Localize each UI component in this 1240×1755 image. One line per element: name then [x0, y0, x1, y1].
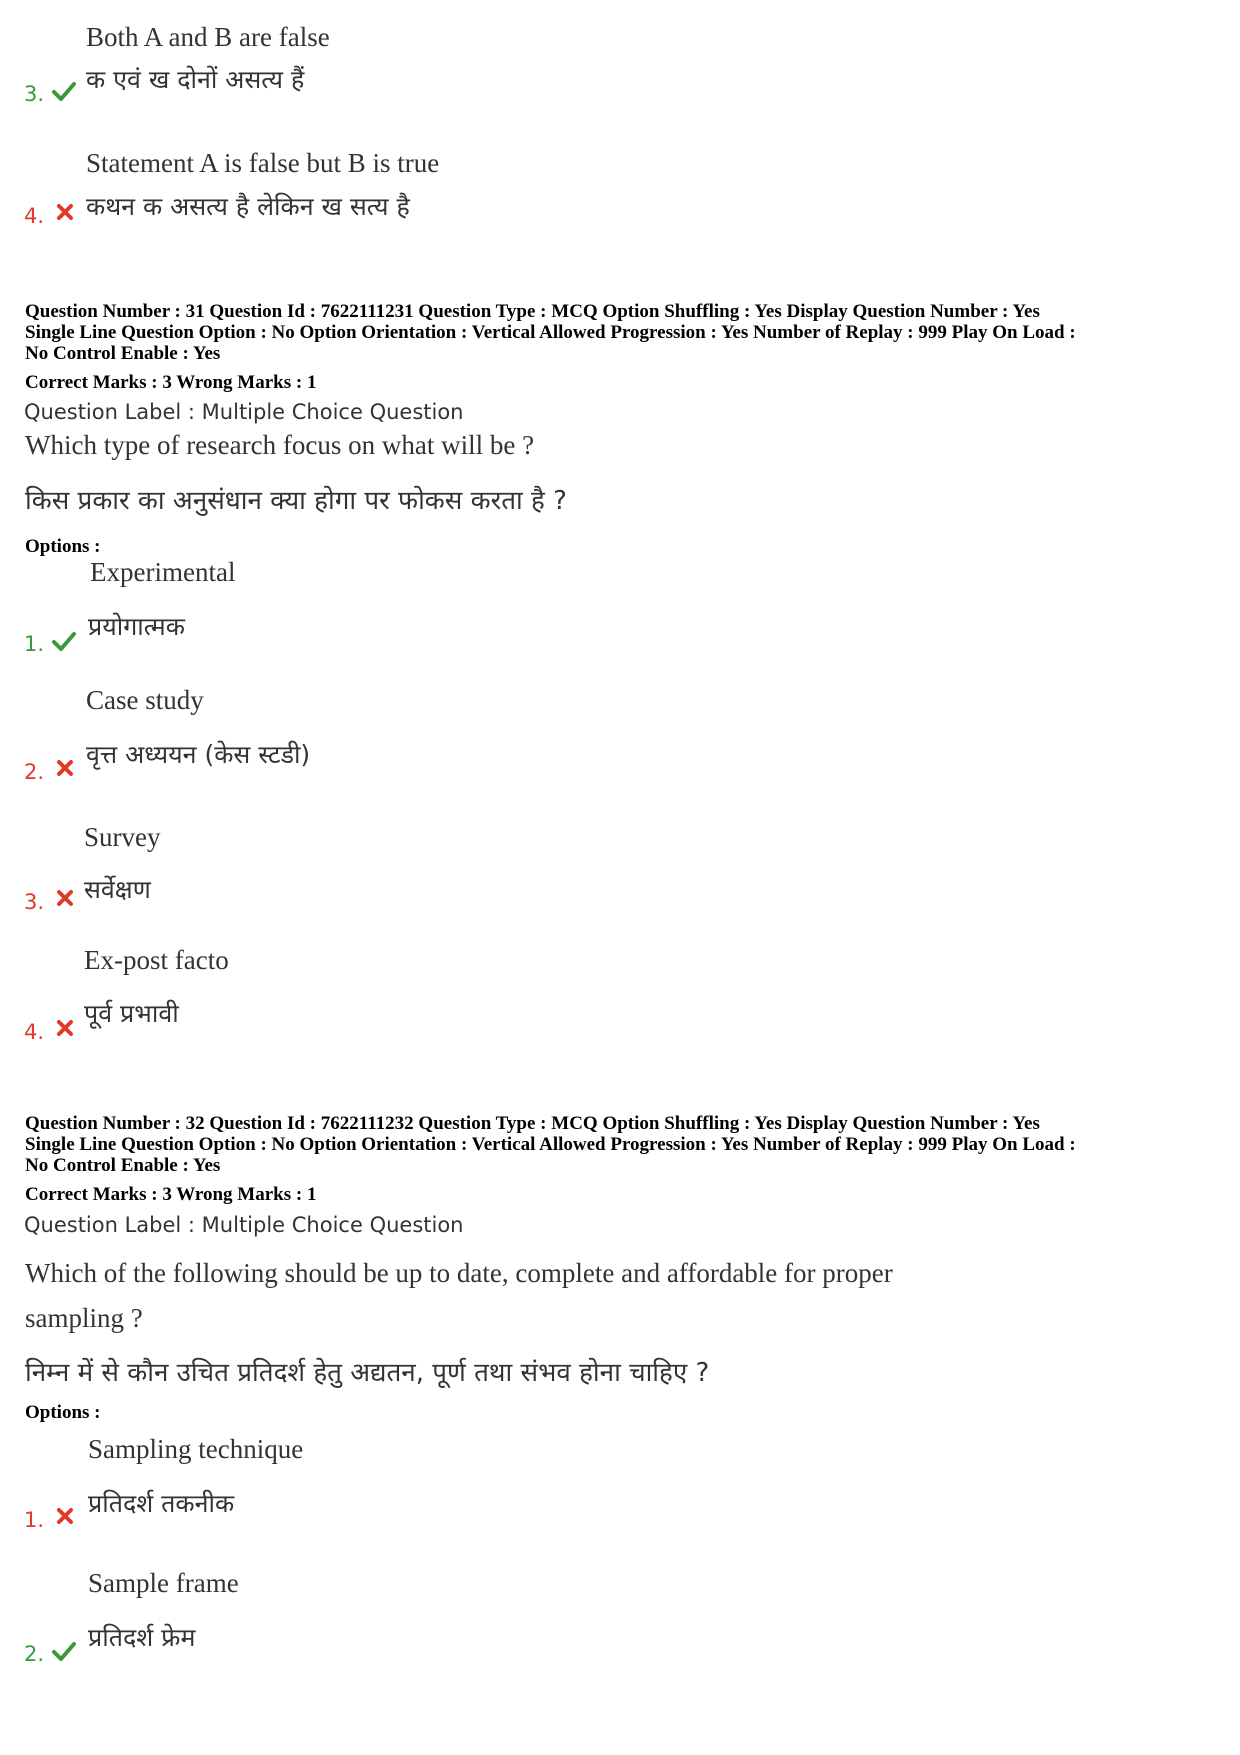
check-icon: [52, 80, 76, 102]
option-english-text: Sample frame: [88, 1568, 239, 1598]
option-english-text: Sampling technique: [88, 1434, 304, 1464]
option-number: 1.: [24, 632, 45, 656]
options-heading: Options :: [25, 1402, 101, 1423]
cross-icon: [54, 202, 78, 224]
question-text-hindi: किस प्रकार का अनुसंधान क्या होगा पर फोकस करता है ?: [25, 486, 567, 516]
option-english-text: Survey: [84, 822, 161, 852]
option-english-text: Case study: [86, 685, 204, 715]
option-number: 4.: [24, 204, 45, 228]
marks-info: Correct Marks : 3 Wrong Marks : 1: [25, 1184, 317, 1205]
option-hindi-text: कथन क असत्य है लेकिन ख सत्य है: [86, 192, 410, 221]
question-label: Question Label : Multiple Choice Question: [24, 1213, 464, 1237]
question-text-english: sampling ?: [25, 1303, 143, 1333]
option-hindi-text: प्रयोगात्मक: [88, 612, 185, 641]
question-text-english: Which type of research focus on what will be ?: [25, 430, 535, 460]
option-number: 2.: [24, 1642, 45, 1666]
option-hindi-text: सर्वेक्षण: [84, 875, 151, 904]
option-number: 2.: [24, 760, 45, 784]
cross-icon: [54, 1018, 78, 1040]
option-english-text: Statement A is false but B is true: [86, 148, 440, 178]
option-number: 3.: [24, 890, 45, 914]
option-english-text: Ex-post facto: [84, 945, 229, 975]
option-number: 1.: [24, 1508, 45, 1532]
marks-info: Correct Marks : 3 Wrong Marks : 1: [25, 372, 317, 393]
options-heading: Options :: [25, 536, 101, 557]
question-text-hindi: निम्न में से कौन उचित प्रतिदर्श हेतु अद्यतन, पूर्ण तथा संभव होना चाहिए ?: [25, 1358, 710, 1388]
cross-icon: [54, 888, 78, 910]
cross-icon: [54, 1506, 78, 1528]
option-hindi-text: प्रतिदर्श फ्रेम: [88, 1623, 196, 1652]
question-meta-line: No Control Enable : Yes: [25, 1155, 221, 1176]
option-english-text: Experimental: [90, 557, 236, 587]
option-number: 4.: [24, 1020, 45, 1044]
cross-icon: [54, 758, 78, 780]
question-text-english: Which of the following should be up to date, complete and affordable for proper: [25, 1258, 893, 1288]
check-icon: [52, 630, 76, 652]
option-hindi-text: वृत्त अध्ययन (केस स्टडी): [86, 740, 311, 769]
question-meta-line: No Control Enable : Yes: [25, 343, 221, 364]
option-hindi-text: पूर्व प्रभावी: [84, 999, 179, 1028]
option-english-text: Both A and B are false: [86, 22, 330, 52]
question-meta-line: Single Line Question Option : No Option Orientation : Vertical Allowed Progression : Yes Number of Replay : 999 Play On Load :: [25, 322, 1076, 343]
question-meta-line: Question Number : 32 Question Id : 7622111232 Question Type : MCQ Option Shuffling : Yes Display Question Number : Yes: [25, 1113, 1040, 1134]
question-meta-line: Single Line Question Option : No Option Orientation : Vertical Allowed Progression : Yes Number of Replay : 999 Play On Load :: [25, 1134, 1076, 1155]
question-label: Question Label : Multiple Choice Question: [24, 400, 464, 424]
check-icon: [52, 1640, 76, 1662]
question-meta-line: Question Number : 31 Question Id : 7622111231 Question Type : MCQ Option Shuffling : Yes Display Question Number : Yes: [25, 301, 1040, 322]
option-hindi-text: क एवं ख दोनों असत्य हैं: [86, 65, 305, 94]
option-hindi-text: प्रतिदर्श तकनीक: [88, 1489, 235, 1518]
option-number: 3.: [24, 82, 45, 106]
